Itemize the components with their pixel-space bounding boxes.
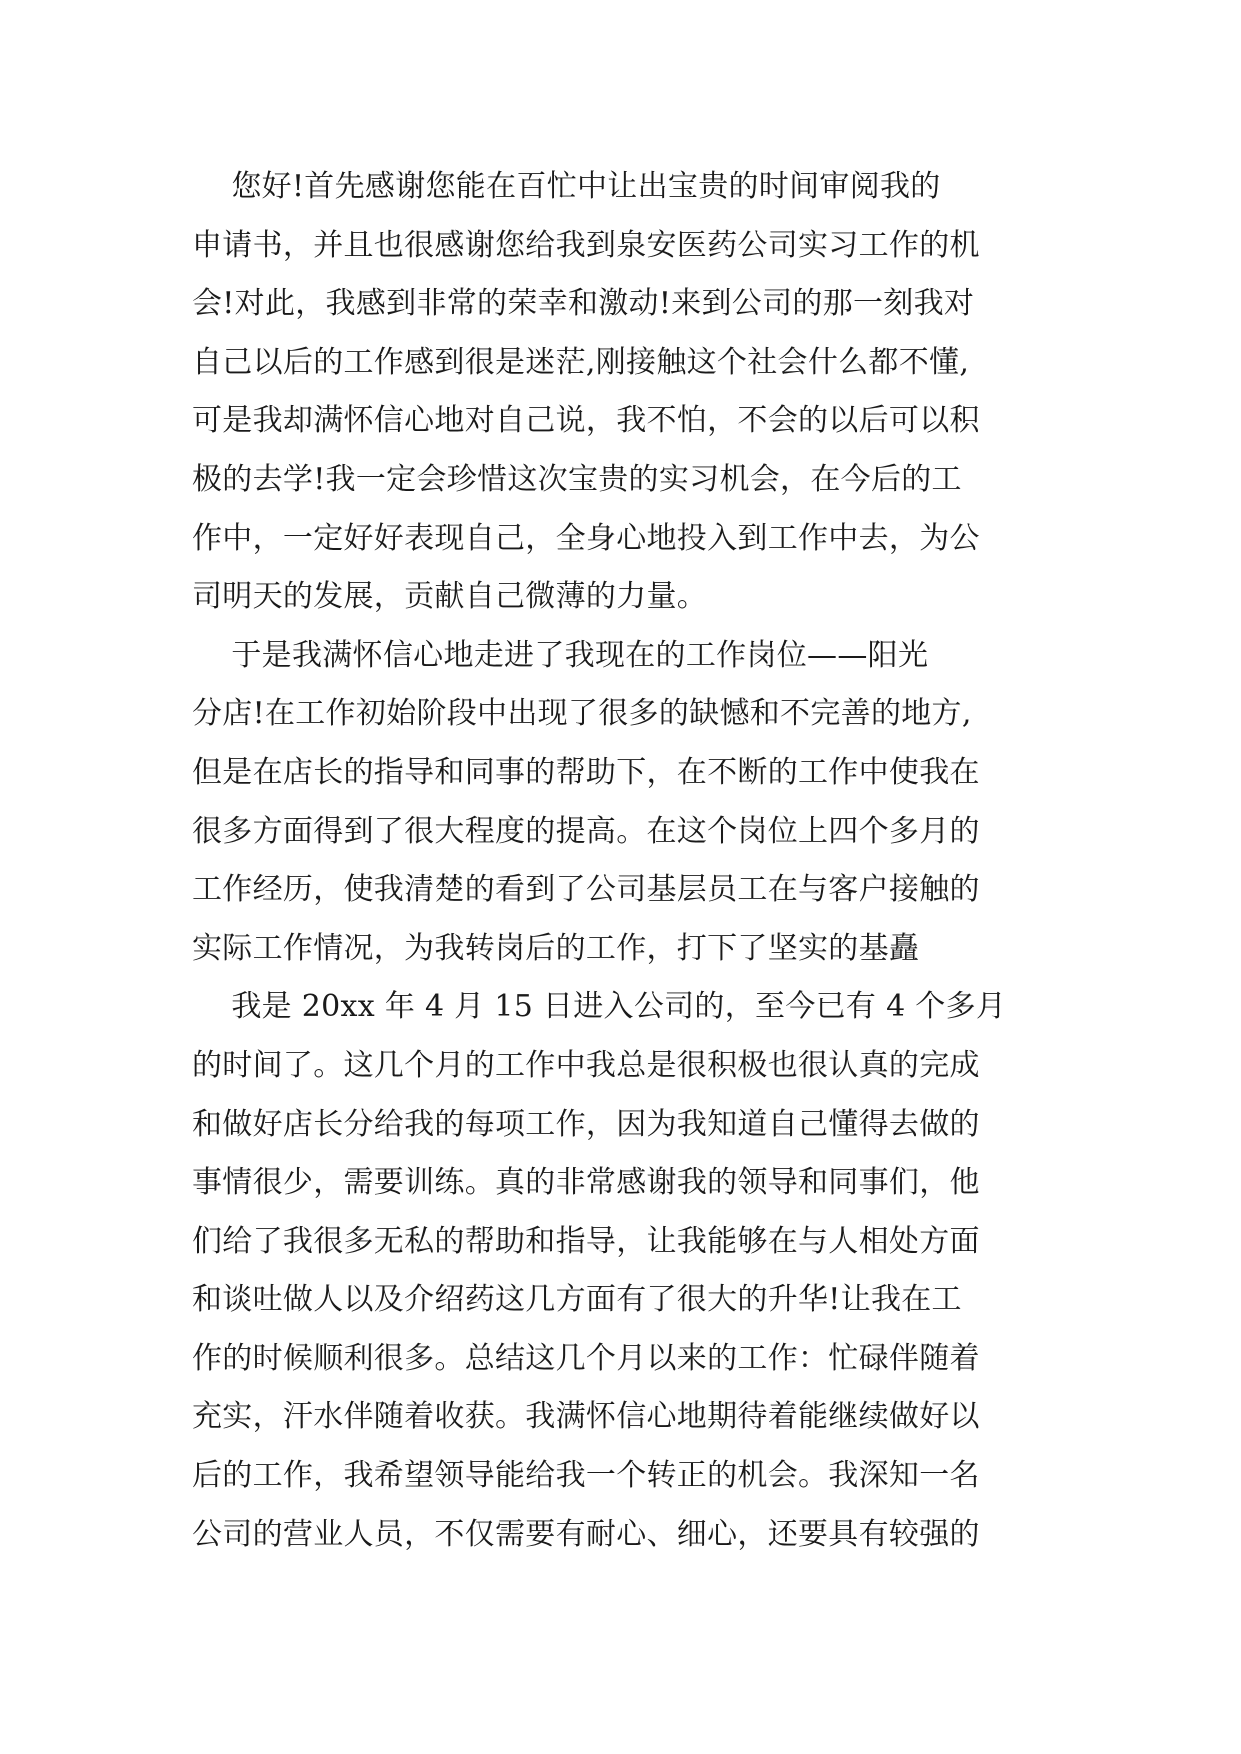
text-line: 工作经历，使我清楚的看到了公司基层员工在与客户接触的 (192, 872, 980, 908)
text-line: 但是在店长的指导和同事的帮助下，在不断的工作中使我在 (192, 754, 980, 790)
document-body (192, 158, 1054, 1564)
text-line: 后的工作，我希望领导能给我一个转正的机会。我深知一名 (192, 1458, 980, 1494)
text-line: 和谈吐做人以及介绍药这几方面有了很大的升华!让我在工 (192, 1282, 962, 1318)
text-line: 实际工作情况，为我转岗后的工作，打下了坚实的基矗 (192, 930, 920, 966)
text-line: 公司的营业人员，不仅需要有耐心、细心，还要具有较强的 (192, 1516, 980, 1552)
text-line: 您好!首先感谢您能在百忙中让出宝贵的时间审阅我的 (192, 169, 941, 204)
text-line: 作的时候顺利很多。总结这几个月以来的工作：忙碌伴随着 (192, 1340, 980, 1376)
text-line: 自己以后的工作感到很是迷茫,刚接触这个社会什么都不懂, (192, 344, 970, 380)
text-line: 和做好店长分给我的每项工作，因为我知道自己懂得去做的 (192, 1106, 980, 1142)
text-line: 充实，汗水伴随着收获。我满怀信心地期待着能继续做好以 (192, 1399, 980, 1435)
text-line: 司明天的发展，贡献自己微薄的力量。 (192, 579, 708, 615)
text-line: 申请书，并且也很感谢您给我到泉安医药公司实习工作的机 (192, 227, 980, 263)
text-line: 们给了我很多无私的帮助和指导，让我能够在与人相处方面 (192, 1223, 980, 1259)
text-line: 可是我却满怀信心地对自己说，我不怕，不会的以后可以积 (192, 403, 980, 439)
text-line: 极的去学!我一定会珍惜这次宝贵的实习机会，在今后的工 (192, 461, 962, 497)
text-line: 于是我满怀信心地走进了我现在的工作岗位——阳光 (192, 637, 929, 673)
text-line: 分店!在工作初始阶段中出现了很多的缺憾和不完善的地方, (192, 696, 972, 732)
text-line: 很多方面得到了很大程度的提高。在这个岗位上四个多月的 (192, 813, 980, 849)
text-line: 作中，一定好好表现自己，全身心地投入到工作中去，为公 (192, 520, 980, 556)
text-line: 我是 20xx 年 4 月 15 日进入公司的，至今已有 4 个多月 (192, 989, 1007, 1025)
text-line: 事情很少，需要训练。真的非常感谢我的领导和同事们，他 (192, 1165, 980, 1201)
paragraph-3 (192, 978, 1054, 1564)
text-line: 的时间了。这几个月的工作中我总是很积极也很认真的完成 (192, 1047, 980, 1083)
paragraph-2 (192, 627, 1054, 979)
text-line: 会!对此，我感到非常的荣幸和激动!来到公司的那一刻我对 (192, 286, 975, 322)
paragraph-1 (192, 158, 1054, 627)
